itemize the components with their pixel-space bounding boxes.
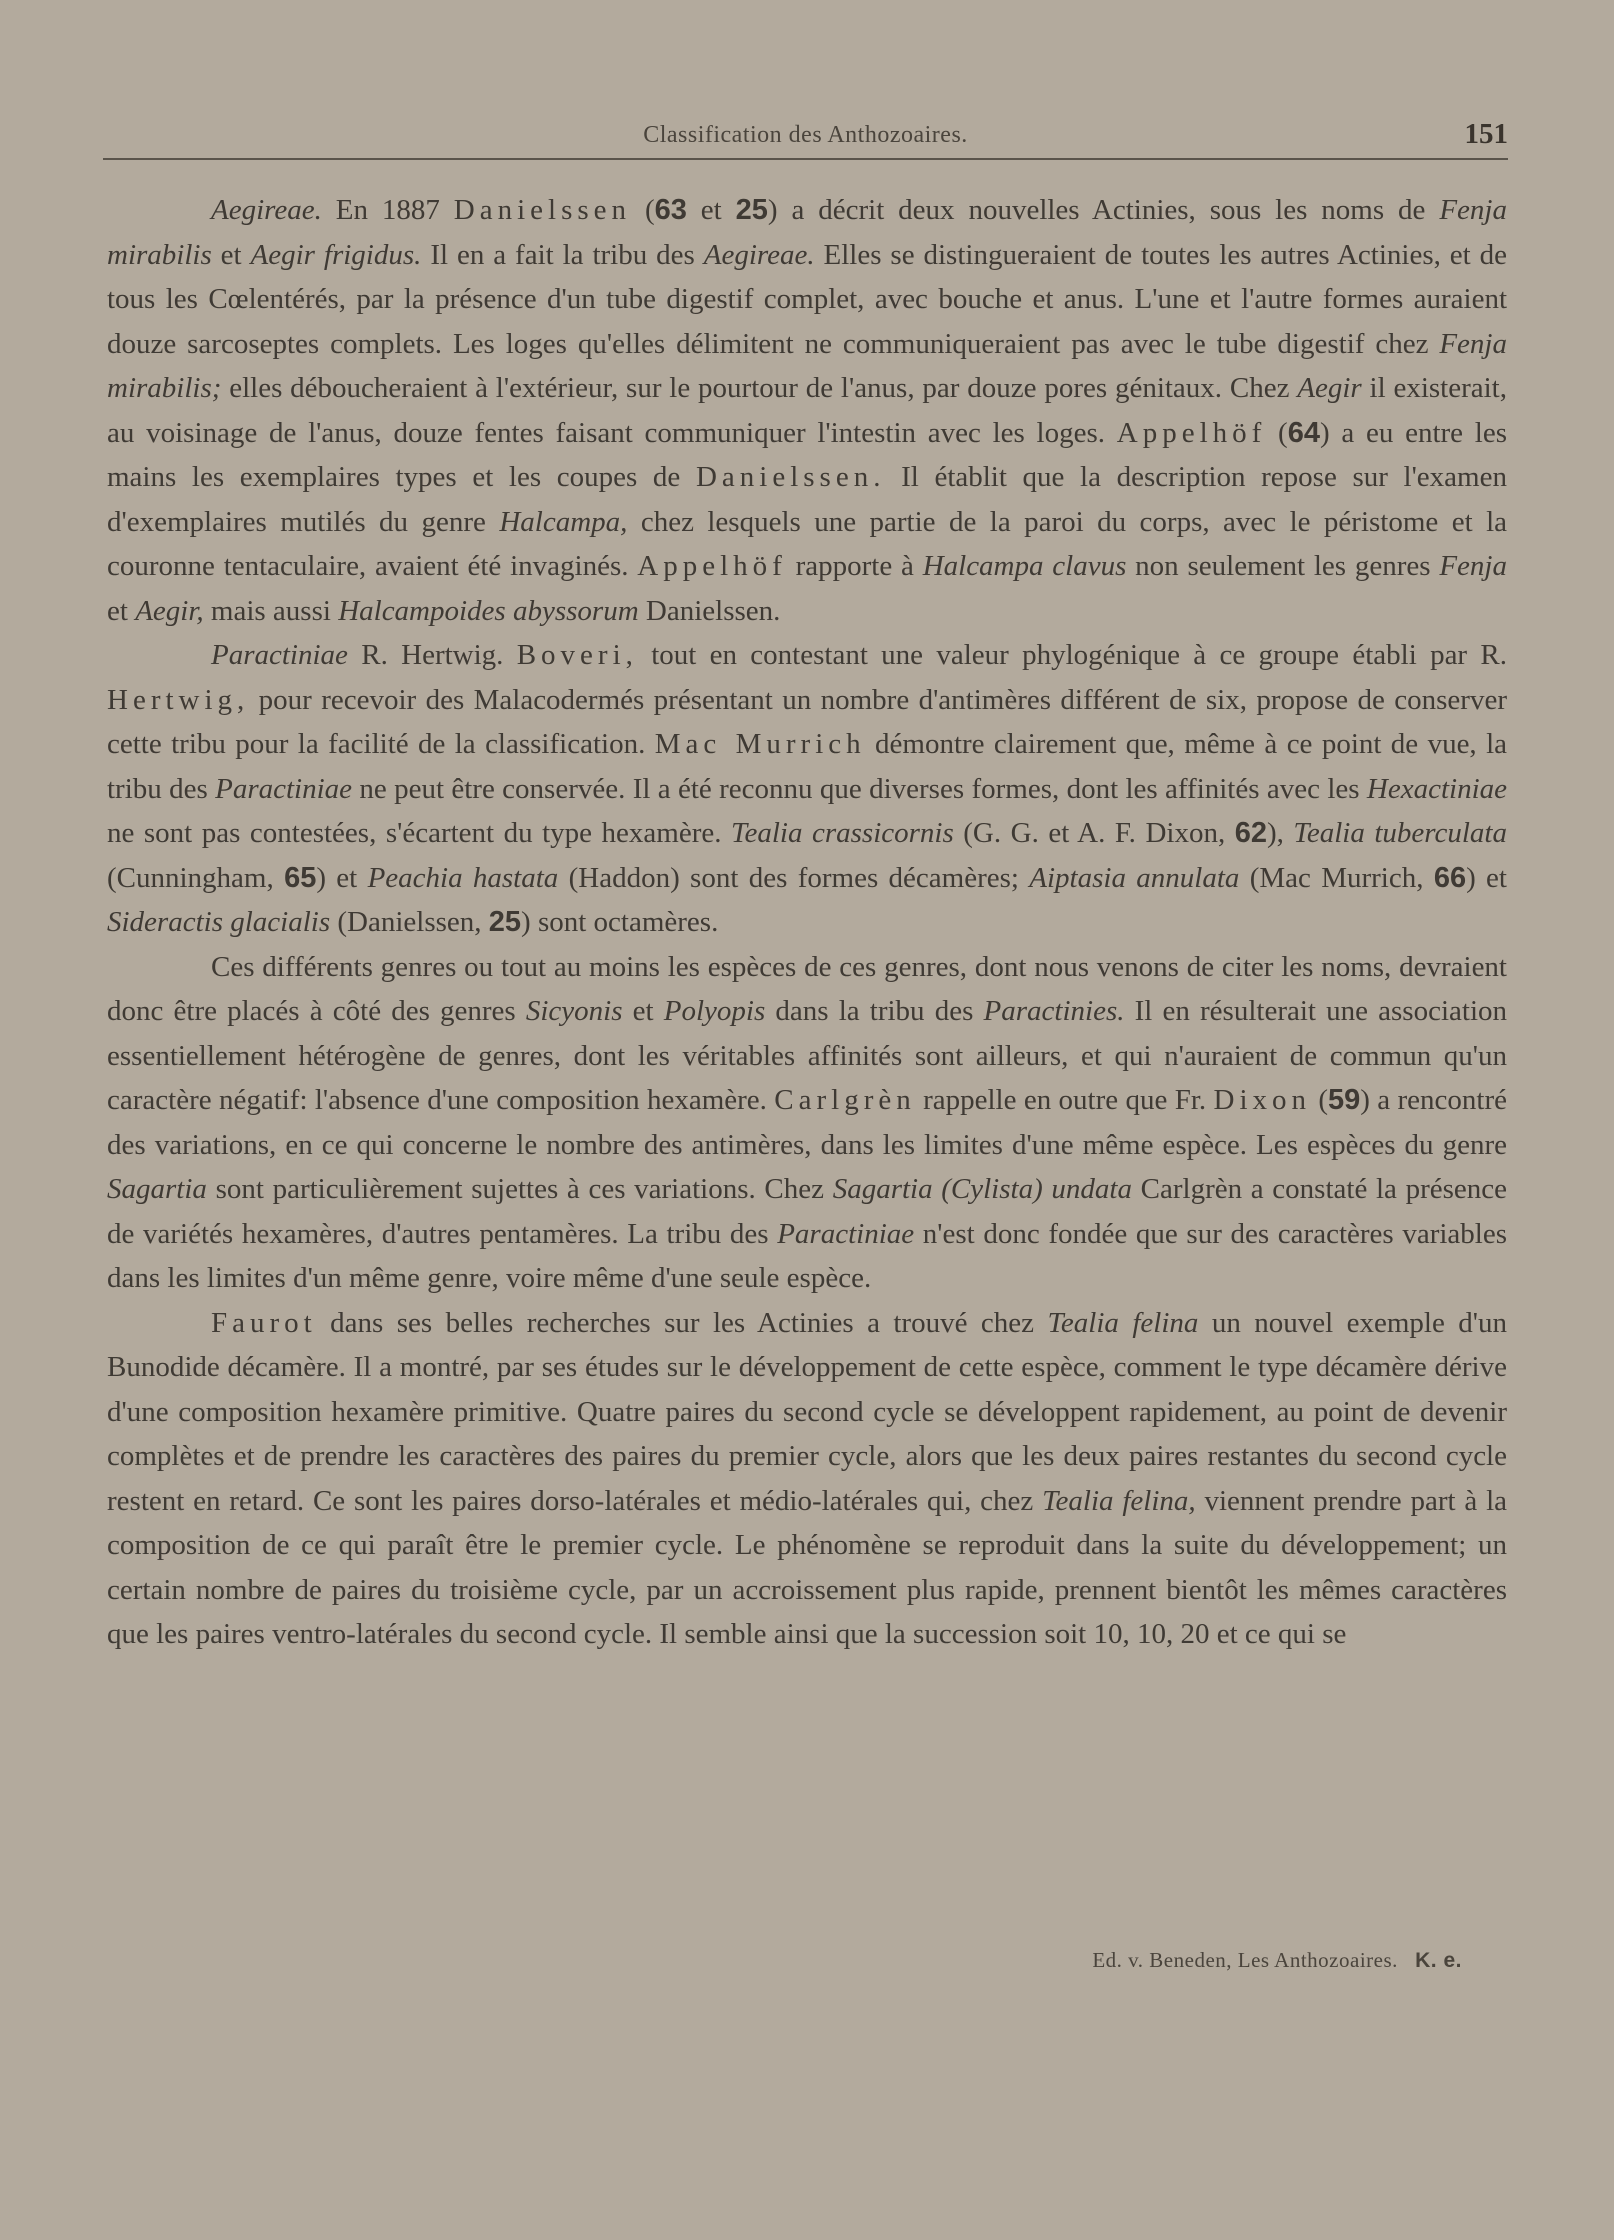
body-text [107,188,1507,1657]
italic-term: Halcampoides abyssorum [338,594,639,627]
italic-term: Sagartia [107,1173,207,1205]
text-run: dans la tribu des [765,995,984,1027]
author-name: Danielssen. [695,461,886,493]
text-run: dans ses belles recherches sur les Actinies a trouvé chez [316,1306,1048,1339]
text-run: ) et [1466,861,1507,894]
running-header [103,118,1508,160]
author-name: Boveri, [516,639,638,671]
paragraph [107,188,1507,633]
text-run: elles déboucheraient à l'extérieur, sur le pourtour de l'anus, par douze pores génitaux. Chez [221,372,1298,404]
text-run: rappelle en outre que Fr. [915,1084,1214,1116]
italic-term: Halcampa, [499,505,628,538]
text-run: sont particulièrement sujettes à ces variations. Chez [206,1173,833,1205]
italic-term: Fenja mirabilis [107,194,1507,271]
text-run: ) a décrit deux nouvelles Actinies, sous les noms de [767,194,1440,226]
text-run: rapporte à [786,550,923,582]
italic-term: Sicyonis [525,995,623,1027]
reference-number: 25 [735,194,768,226]
italic-term: Hexactiniae [1366,772,1507,805]
text-run: ( [631,194,655,226]
text-run: n'est donc fondée que sur des caractères variables dans les limites d'un même genre, voire même d'une seule espèce. [107,1217,1507,1294]
italic-term: Aegir frigidus. [250,238,422,271]
text-run: et [211,238,251,271]
italic-term: Sagartia (Cylista) undata [832,1173,1132,1205]
italic-term: Aegireae. [211,194,322,226]
text-run: (Danielssen, [330,906,489,938]
text-run: ne peut être conservée. Il a été reconnu que diverses formes, dont les affinités avec les [352,772,1367,805]
author-name: Faurot [211,1306,317,1339]
text-run: ne sont pas contestées, s'écartent du type hexamère. [107,817,732,849]
text-run: Il en a fait la tribu des [421,238,704,271]
text-run: un nouvel exemple d'un Bunodide décamère. Il a montré, par ses études sur le développement de cette espèce, comment le type décamère dérive d'une composition hexamère primitive. Quatre paires du second cycle se développent rapidement, au point de devenir complètes et de prendre les caractères des paires du premier cycle, alors que les deux paires restantes du second cycle restent en retard. Ce sont les paires dorso-latérales et médio-latérales qui, chez [107,1306,1507,1517]
italic-term: Halcampa clavus [922,550,1127,582]
reference-number: 66 [1433,861,1467,894]
text-run: mais aussi [203,594,339,627]
page-number: 151 [1464,118,1508,150]
author-name: Mac Murrich [654,728,866,760]
text-run: ) a rencontré des variations, en ce qui concerne le nombre des antimères, dans les limites d'une même espèce. Les espèces du genre [107,1084,1507,1161]
paragraph [107,1301,1507,1657]
text-run: non seulement les genres [1126,550,1440,582]
italic-term: Paractiniae [211,639,348,671]
italic-term: Tealia tuberculata [1293,817,1507,849]
italic-term: Paractiniae [777,1217,915,1250]
italic-term: Polyopis [663,995,766,1027]
italic-term: Tealia felina, [1042,1484,1196,1517]
italic-term: Tealia crassicornis [731,817,954,849]
author-name: Danielssen [453,194,632,226]
text-run: ) et [316,861,368,894]
running-title: Classification des Anthozoaires. [643,122,968,148]
author-name: Hertwig, [107,683,250,716]
reference-number: 59 [1328,1084,1361,1116]
reference-number: 25 [488,906,522,938]
text-run: Il établit que la description repose sur l'examen d'exemplaires mutilés du genre [107,461,1507,538]
italic-term: Tealia felina [1047,1306,1199,1339]
italic-term: Peachia hastata [367,861,559,894]
text-run: (G. G. et A. F. Dixon, [953,817,1235,849]
text-run: Il en résulterait une association essentiellement hétérogène de genres, dont les véritables affinités sont ailleurs, et qui n'auraient de commun qu'un caractère négatif: l'absence d'une composition hexamère. [107,995,1507,1116]
paragraph [107,945,1507,1301]
italic-term: Aegir [1297,372,1362,404]
reference-number: 64 [1287,416,1320,449]
italic-term: Aiptasia annulata [1029,861,1240,894]
footer-signature: K. e. [1415,1949,1462,1972]
italic-term: Fenja mirabilis; [107,327,1507,404]
paragraph [107,633,1507,945]
text-run: Danielssen. [638,594,781,627]
author-name: Appelhöf [1116,416,1267,449]
reference-number: 63 [654,194,687,226]
reference-number: 65 [284,861,317,894]
text-run: tout en contestant une valeur phylogénique à ce groupe établi par R. [637,639,1507,671]
text-run: ( [1311,1084,1329,1116]
text-run: chez lesquels une partie de la paroi du corps, avec le péristome et la couronne tentaculaire, avaient été invaginés. [107,505,1507,582]
reference-number: 62 [1234,817,1267,849]
text-run: R. Hertwig. [347,639,517,671]
footer-author: Ed. v. Beneden, Les Anthozoaires. [1092,1948,1398,1972]
author-name: Dixon [1213,1084,1311,1116]
text-run: ) a eu entre les mains les exemplaires types et les coupes de [107,416,1507,493]
text-run: et [107,594,136,627]
italic-term: Paractiniae [215,772,353,805]
text-run: Elles se distingueraient de toutes les autres Actinies, et de tous les Cœlentérés, par la présence d'un tube digestif complet, avec bouche et anus. L'une et l'autre formes auraient douze sarcoseptes complets. Les loges qu'elles délimitent ne communiqueraient pas avec le tube digestif chez [107,238,1508,360]
italic-term: Sideractis glacialis [107,906,331,938]
text-run: (Haddon) sont des formes décamères; [558,861,1030,894]
text-run: et [686,194,736,226]
text-run: démontre clairement que, même à ce point de vue, la tribu des [107,728,1507,805]
author-name: Appelhöf [637,550,787,582]
text-run: viennent prendre part à la composition de ce qui paraît être le premier cycle. Le phénomène se reproduit dans la suite du développement; un certain nombre de paires du troisième cycle, par un accroissement plus rapide, prennent bientôt les mêmes caractères que les paires ventro-latérales du second cycle. Il semble ainsi que la succession soit 10, 10, 20 et ce qui se [107,1484,1507,1650]
footer-signature-line [1092,1948,1462,1973]
text-run: Ces différents genres ou tout au moins les espèces de ces genres, dont nous venons de citer les noms, devraient donc être placés à côté des genres [107,950,1507,1027]
text-run: Carlgrèn a constaté la présence de variétés hexamères, d'autres pentamères. La tribu des [107,1173,1508,1250]
text-run: (Cunningham, [107,861,285,894]
text-run: il existerait, au voisinage de l'anus, douze fentes faisant communiquer l'intestin avec les loges. [107,372,1507,449]
author-name: Carlgrèn [774,1084,916,1116]
italic-term: Aegir, [135,594,204,627]
text-run: (Mac Murrich, [1239,861,1434,894]
italic-term: Paractinies. [983,995,1125,1027]
text-run: En 1887 [321,194,454,226]
text-run: pour recevoir des Malacodermés présentant un nombre d'antimères différent de six, propose de conserver cette tribu pour la facilité de la classification. [107,683,1507,760]
italic-term: Fenja [1439,550,1507,582]
text-run: ), [1266,817,1294,849]
italic-term: Aegireae. [703,238,815,271]
text-run: ( [1266,416,1288,449]
text-run: ) sont octamères. [521,906,719,938]
text-run: et [622,995,664,1027]
